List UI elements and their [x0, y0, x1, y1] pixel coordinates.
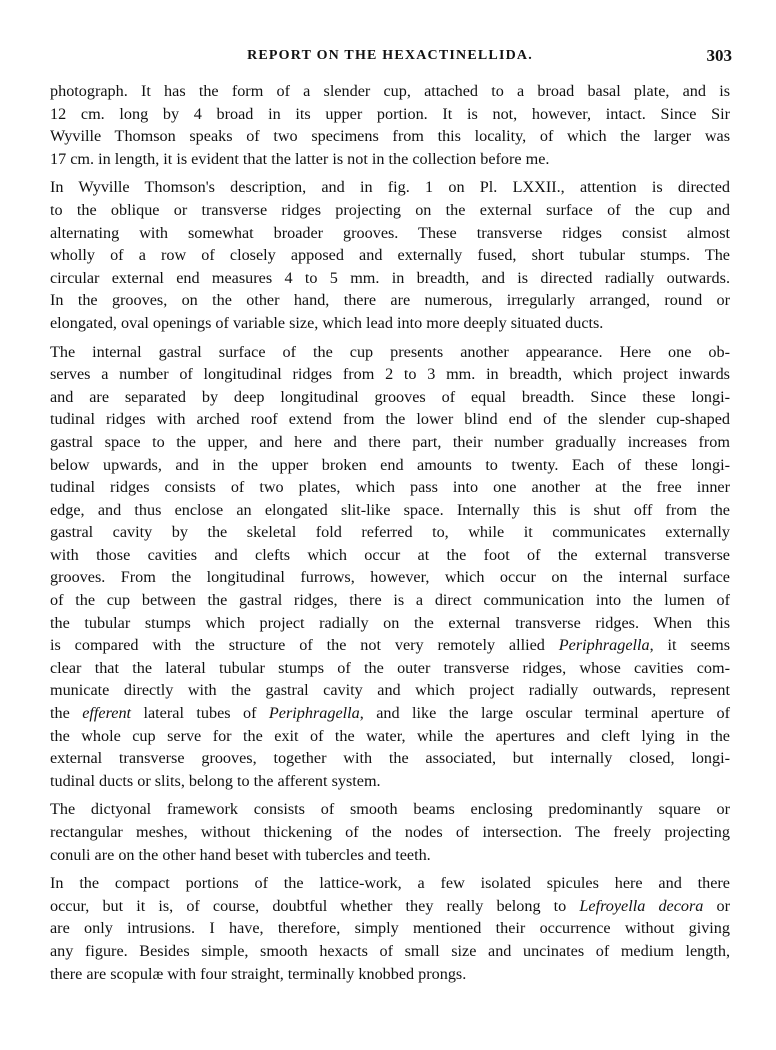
text-line: there are scopulæ with four straight, terminally knobbed prongs.: [50, 964, 467, 983]
text-line: photograph. It has the form of a slender cup, attached to a broad basal plate, and is: [50, 82, 730, 100]
text-line: gastral cavity by the skeletal fold referred to, while it communicates externally: [50, 523, 730, 542]
paragraph-3: [50, 341, 730, 793]
text-line: conuli are on the other hand beset with tubercles and teeth.: [50, 845, 431, 864]
text-line: The internal gastral surface of the cup presents another appearance. Here one ob-: [50, 342, 730, 361]
text-line: municate directly with the gastral cavity and which project radially outwards, represent: [50, 681, 730, 700]
text-line: alternating with somewhat broader grooves. These transverse ridges consist almost: [50, 223, 730, 242]
text-line: the whole cup serve for the exit of the water, while the apertures and cleft lying in the: [50, 726, 730, 745]
text-line: tudinal ridges consists of two plates, which pass into one another at the free inner: [50, 478, 730, 497]
text-line: to the oblique or transverse ridges projecting on the external surface of the cup and: [50, 200, 730, 219]
text-line: tudinal ridges with arched roof extend from the lower blind end of the slender cup-shaped: [50, 410, 730, 429]
text-line: serves a number of longitudinal ridges from 2 to 3 mm. in breadth, which project inwards: [50, 365, 730, 384]
text-line: and are separated by deep longitudinal grooves of equal breadth. Since these longi-: [50, 387, 730, 406]
text-line: occur, but it is, of course, doubtful whether they really belong to Lefroyella decora or: [50, 896, 731, 915]
paragraph-2: [50, 176, 730, 334]
text-line: clear that the lateral tubular stumps of the outer transverse ridges, whose cavities com-: [50, 658, 730, 677]
text-line: is compared with the structure of the not very remotely allied Periphragella, it seems: [50, 636, 731, 655]
paragraph-4: [50, 798, 730, 866]
text-line: edge, and thus enclose an elongated slit-like space. Internally this is shut off from the: [50, 500, 730, 519]
text-line: In the compact portions of the lattice-work, a few isolated spicules here and there: [50, 874, 730, 893]
running-head: [50, 40, 730, 80]
text-line: grooves. From the longitudinal furrows, however, which occur on the internal surface: [50, 568, 730, 587]
text-line: tudinal ducts or slits, belong to the afferent system.: [50, 771, 381, 790]
text-line: The dictyonal framework consists of smooth beams enclosing predominantly square or: [50, 800, 730, 819]
text-line: In Wyville Thomson's description, and in fig. 1 on Pl. LXXII., attention is directed: [50, 178, 730, 197]
text-line: of the cup between the gastral ridges, there is a direct communication into the lumen of: [50, 591, 730, 610]
text-line: external transverse grooves, together with the associated, but internally closed, longi-: [50, 749, 730, 768]
page-number: 303: [706, 46, 732, 65]
text-line: 17 cm. in length, it is evident that the latter is not in the collection before me.: [50, 149, 550, 168]
text-line: circular external end measures 4 to 5 mm. in breadth, and is directed radially outwards.: [50, 268, 730, 287]
text-line: wholly of a row of closely apposed and externally fused, short tubular stumps. The: [50, 246, 730, 265]
text-line: Wyville Thomson speaks of two specimens from this locality, of which the larger was: [50, 127, 730, 146]
text-line: are only intrusions. I have, therefore, simply mentioned their occurrence without giving: [50, 919, 730, 938]
text-line: with those cavities and clefts which occur at the foot of the external transverse: [50, 545, 730, 564]
text-line: the efferent lateral tubes of Periphragella, and like the large oscular terminal aperture of: [50, 704, 730, 723]
text-line: rectangular meshes, without thickening of the nodes of intersection. The freely projecting: [50, 823, 730, 841]
text-line: the tubular stumps which project radially on the external transverse ridges. When this: [50, 613, 730, 632]
text-line: gastral space to the upper, and here and there part, their number gradually increases from: [50, 432, 730, 451]
text-line: below upwards, and in the upper broken end amounts to twenty. Each of these longi-: [50, 455, 730, 474]
text-line: In the grooves, on the other hand, there are numerous, irregularly arranged, round or: [50, 291, 730, 310]
running-title: REPORT ON THE HEXACTINELLIDA.: [247, 48, 533, 63]
text-line: any figure. Besides simple, smooth hexacts of small size and uncinates of medium length,: [50, 941, 730, 960]
text-line: 12 cm. long by 4 broad in its upper portion. It is not, however, intact. Since Sir: [50, 104, 730, 123]
paragraph-1: [50, 80, 730, 170]
page: [50, 40, 730, 991]
paragraph-5: [50, 872, 730, 985]
text-line: elongated, oval openings of variable size, which lead into more deeply situated ducts.: [50, 313, 604, 332]
